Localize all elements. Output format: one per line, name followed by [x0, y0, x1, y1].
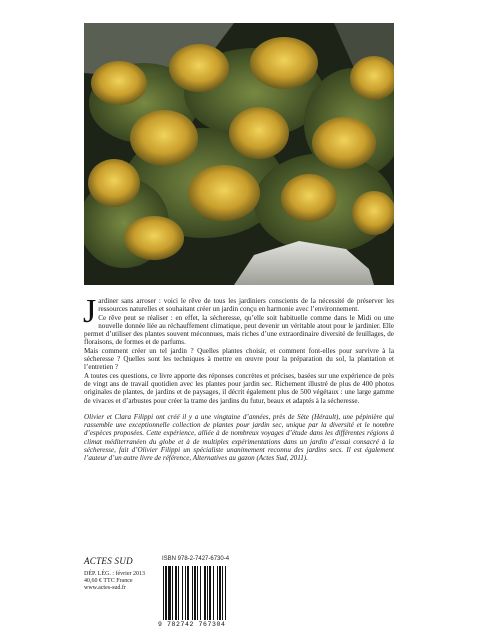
barcode-bar [204, 566, 206, 620]
barcode-bar [185, 566, 186, 620]
legal-info [84, 571, 145, 593]
publisher-website: www.actes-sud.fr [84, 585, 126, 592]
cover-photo [84, 23, 394, 285]
barcode-bar [217, 566, 218, 620]
barcode-bar [194, 566, 196, 620]
paragraph-drought: Ce rêve peut se réaliser : en effet, la sécheresse, qu’elle soit habituelle comme dans le Midi ou une nouvelle donnée liée au réchauffement climatique, peut devenir un véritable atout pour le jardinier. Elle permet d’utiliser des plantes souvent méconnues, mais riches d’une extraordinaire diversité de feuillages, de floraisons, de formes et de parfums. [84, 313, 394, 347]
barcode [162, 566, 240, 622]
drop-cap: J [83, 293, 97, 330]
barcode-bar [200, 566, 201, 620]
barcode-bar [225, 566, 226, 620]
authors-bio: Olivier et Clara Filippi ont créé il y a une vingtaine d’années, près de Sète (Hérault), une pépinière qui rassemble une exceptionnelle collection de plantes pour jardin sec, unique par la diversité et le nombre d’espèces proposées. Cette expérience, alliée à de nombreux voyages d’étude dans les différentes régions à climat méditerranéen du globe et à de multiples expérimentations dans un jardin d’essai consacré à la sécheresse, fait d’Olivier Filippi un spécialiste unanimement reconnu des jardins secs. Il est également l’auteur d’un autre livre de référence, Alternatives au gazon (Actes Sud, 2011). [84, 412, 394, 463]
paragraph-questions: Mais comment créer un tel jardin ? Quelles plantes choisir, et comment font-elles pour survivre à la sécheresse ? Quelles sont les techniques à mettre en œuvre pour la préparation du sol, la plantation et l’entretien ? [84, 346, 394, 372]
barcode-bar [175, 566, 177, 620]
barcode-bar [172, 566, 173, 620]
intro-text: ardiner sans arroser : voici le rêve de tous les jardiniers conscients de la nécessité de préserver les ressources naturelles et souhaitant créer un jardin conçu en harmonie avec l’environnement. [98, 297, 394, 314]
back-cover-blurb [83, 293, 394, 463]
barcode-bar [209, 566, 211, 620]
barcode-bar [207, 566, 208, 620]
barcode-bar [165, 566, 167, 620]
price: 40,60 € TTC France [84, 578, 133, 585]
barcode-bar [192, 566, 193, 620]
barcode-bar [197, 566, 198, 620]
barcode-bar [178, 566, 179, 620]
barcode-bar [163, 566, 164, 620]
barcode-digits: 9 782742 767304 [158, 621, 226, 628]
publisher-name: ACTES SUD [84, 556, 133, 566]
barcode-bar [213, 566, 214, 620]
barcode-bar [182, 566, 183, 620]
isbn-label: ISBN 978-2-7427-6730-4 [162, 556, 230, 562]
legal-deposit: DÉP. LÉG. : février 2013 [84, 571, 145, 577]
flowering-shrub-illustration [84, 23, 394, 285]
barcode-bar [222, 566, 223, 620]
barcode-bar [168, 566, 171, 620]
barcode-bar [187, 566, 189, 620]
paragraph-answers: A toutes ces questions, ce livre apporte des réponses concrètes et précises, basées sur une expérience de près de vingt ans de travail quotidien avec les plantes pour jardin sec. Richement illustré de plus de 400 photos originales de plantes, de jardins et de paysages, il décrit également plus de 500 végétaux : une large gamme de vivaces et d’arbustes pour créer la trame des jardins du futur, beaux et adaptés à la sécheresse. [84, 371, 394, 405]
barcode-bar [219, 566, 221, 620]
